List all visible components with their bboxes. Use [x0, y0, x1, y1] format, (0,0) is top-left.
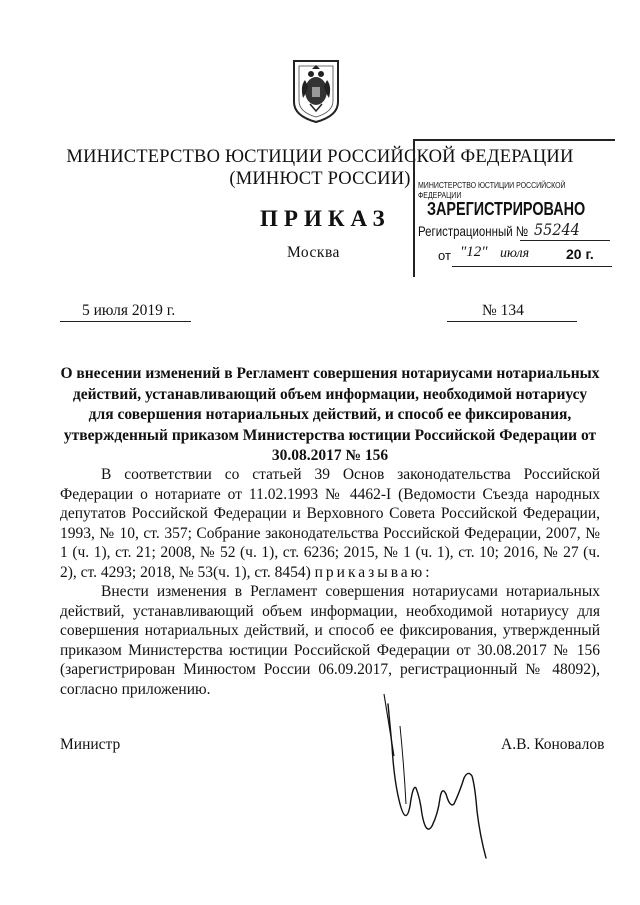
- stamp-date-prefix: от: [438, 248, 451, 263]
- stamp-registered: ЗАРЕГИСТРИРОВАНО: [427, 199, 586, 219]
- stamp-reg-label: Регистрационный №: [418, 223, 529, 239]
- order-number-underline: [447, 321, 577, 322]
- body-paragraph-2: Внести изменения в Регламент совершения нотариусами нотариальных действий, устанавливающий объем информации, необходимой нотариусу для совершения нотариальных действий, и способ ее фиксирования, утвержденный приказом Министерства юстиции Российской Федерации от 30.08.2017 № 156 (зарегистрирован Минюстом России 06.09.2017, регистрационный № 48092), согласно приложению.: [60, 583, 600, 698]
- handwritten-signature: [380, 686, 500, 861]
- order-date: 5 июля 2019 г.: [82, 302, 176, 319]
- document-type: ПРИКАЗ: [260, 206, 391, 231]
- city: Москва: [287, 244, 340, 261]
- stamp-reg-number: 55244: [534, 220, 580, 239]
- stamp-date-month: июля: [500, 246, 530, 261]
- ministry-name: МИНИСТЕРСТВО ЮСТИЦИИ РОССИЙСКОЙ ФЕДЕРАЦИИ: [66, 147, 574, 167]
- order-title: О внесении изменений в Регламент совершения нотариусами нотариальных действий, устанавливающий объем информации, необходимой нотариусу для совершения нотариальных действий, и способ ее фиксирования, утвержденный приказом Министерства юстиции Российской Федерации от 30.08.2017 № 156: [60, 365, 600, 464]
- stamp-date-day: "12": [460, 244, 488, 260]
- body-paragraph-1-text: В соответствии со статьей 39 Основ законодательства Российской Федерации о нотариате от 11.02.1993 № 4462-I (Ведомости Съезда народных депутатов Российской Федерации и Верховного Совета Российской Федерации, 1993, № 10, ст. 357; Собрание законодательства Российской Федерации, 2007, № 1 (ч. 1), ст. 21; 2008, № 52 (ч. 1), ст. 6236; 2015, № 1 (ч. 1), ст. 10; 2016, № 27 (ч. 2), ст. 4293; 2018, № 53(ч. 1), ст. 8454): [60, 466, 600, 581]
- stamp-date-year: 20 г.: [566, 246, 594, 262]
- stamp-number-underline: [520, 240, 610, 241]
- order-number: № 134: [482, 302, 524, 319]
- body-paragraph-1: [60, 465, 600, 582]
- stamp-ministry: МИНИСТЕРСТВО ЮСТИЦИИ РОССИЙСКОЙ ФЕДЕРАЦИИ: [418, 180, 566, 200]
- coat-of-arms-icon: [291, 58, 341, 124]
- stamp-date-underline: [452, 266, 612, 267]
- order-word: приказываю:: [314, 563, 433, 581]
- order-date-underline: [60, 321, 191, 322]
- signatory-name: А.В. Коновалов: [501, 736, 605, 753]
- ministry-short-name: (МИНЮСТ РОССИИ): [229, 169, 411, 189]
- signatory-position: Министр: [60, 736, 121, 753]
